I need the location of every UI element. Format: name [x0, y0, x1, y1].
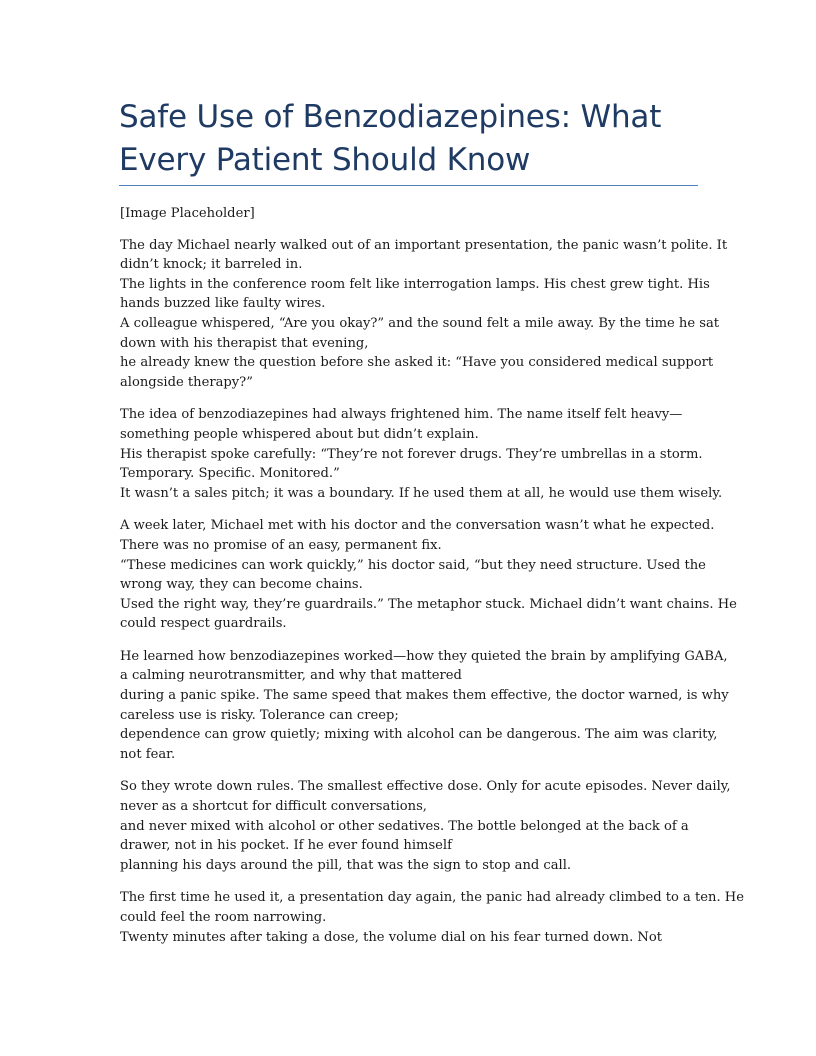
text-line: Temporary. Specific. Monitored.” — [120, 466, 340, 482]
text-line: drawer, not in his pocket. If he ever found himself — [120, 838, 452, 854]
text-line: Twenty minutes after taking a dose, the volume dial on his fear turned down. Not — [120, 929, 662, 945]
text-line: A colleague whispered, “Are you okay?” and the sound felt a mile away. By the time he sat — [120, 315, 720, 331]
text-line: and never mixed with alcohol or other sedatives. The bottle belonged at the back of a — [120, 818, 689, 834]
paragraph — [120, 647, 729, 765]
text-line: planning his days around the pill, that was the sign to stop and call. — [120, 857, 572, 873]
text-line: didn’t knock; it barreled in. — [120, 257, 303, 273]
text-line: never as a shortcut for difficult conversations, — [120, 799, 427, 815]
text-line: A week later, Michael met with his doctor and the conversation wasn’t what he expected. — [120, 518, 715, 534]
text-line: alongside therapy?” — [120, 374, 253, 390]
text-line: Used the right way, they’re guardrails.” The metaphor stuck. Michael didn’t want chains. He — [120, 596, 737, 612]
title-line: Safe Use of Benzodiazepines: What — [119, 99, 662, 135]
text-line: There was no promise of an easy, permanent fix. — [120, 537, 442, 553]
text-line: His therapist spoke carefully: “They’re not forever drugs. They’re umbrellas in a storm. — [120, 446, 703, 462]
text-line: careless use is risky. Tolerance can creep; — [120, 707, 399, 723]
text-line: He learned how benzodiazepines worked—how they quieted the brain by amplifying GABA, — [120, 648, 728, 664]
text-line: wrong way, they can become chains. — [120, 577, 363, 593]
text-line: could respect guardrails. — [120, 616, 287, 632]
paragraph — [120, 405, 723, 503]
text-line: could feel the room narrowing. — [120, 910, 327, 925]
text-line: It wasn’t a sales pitch; it was a boundary. If he used them at all, he would use them wisely. — [120, 485, 723, 501]
text-line: The day Michael nearly walked out of an important presentation, the panic wasn’t polite. It — [120, 237, 728, 253]
image-placeholder: [Image Placeholder] — [120, 206, 255, 221]
text-line: hands buzzed like faulty wires. — [120, 296, 326, 312]
text-line: The lights in the conference room felt like interrogation lamps. His chest grew tight. His — [120, 276, 710, 292]
text-line: dependence can grow quietly; mixing with alcohol can be dangerous. The aim was clarity, — [120, 727, 718, 743]
paragraph — [120, 516, 737, 634]
text-line: something people whispered about but didn’t explain. — [120, 426, 479, 442]
text-line: “These medicines can work quickly,” his doctor said, “but they need structure. Used the — [120, 557, 706, 573]
text-line: So they wrote down rules. The smallest effective dose. Only for acute episodes. Never daily, — [120, 779, 731, 795]
text-line: The idea of benzodiazepines had always frightened him. The name itself felt heavy— — [120, 407, 683, 423]
text-line: not fear. — [120, 746, 176, 762]
paragraph — [120, 777, 731, 875]
title-line: Every Patient Should Know — [119, 142, 531, 178]
text-line: during a panic spike. The same speed that makes them effective, the doctor warned, is why — [120, 688, 729, 704]
paragraph — [120, 888, 744, 947]
document-body — [120, 204, 744, 960]
page-title — [119, 96, 719, 182]
text-line: The first time he used it, a presentation day again, the panic had already climbed to a ten. He — [120, 890, 744, 906]
text-line: down with his therapist that evening, — [120, 335, 369, 351]
paragraph — [120, 236, 728, 393]
title-divider — [119, 185, 698, 186]
text-line: he already knew the question before she asked it: “Have you considered medical support — [120, 355, 714, 371]
text-line: a calming neurotransmitter, and why that mattered — [120, 668, 462, 684]
